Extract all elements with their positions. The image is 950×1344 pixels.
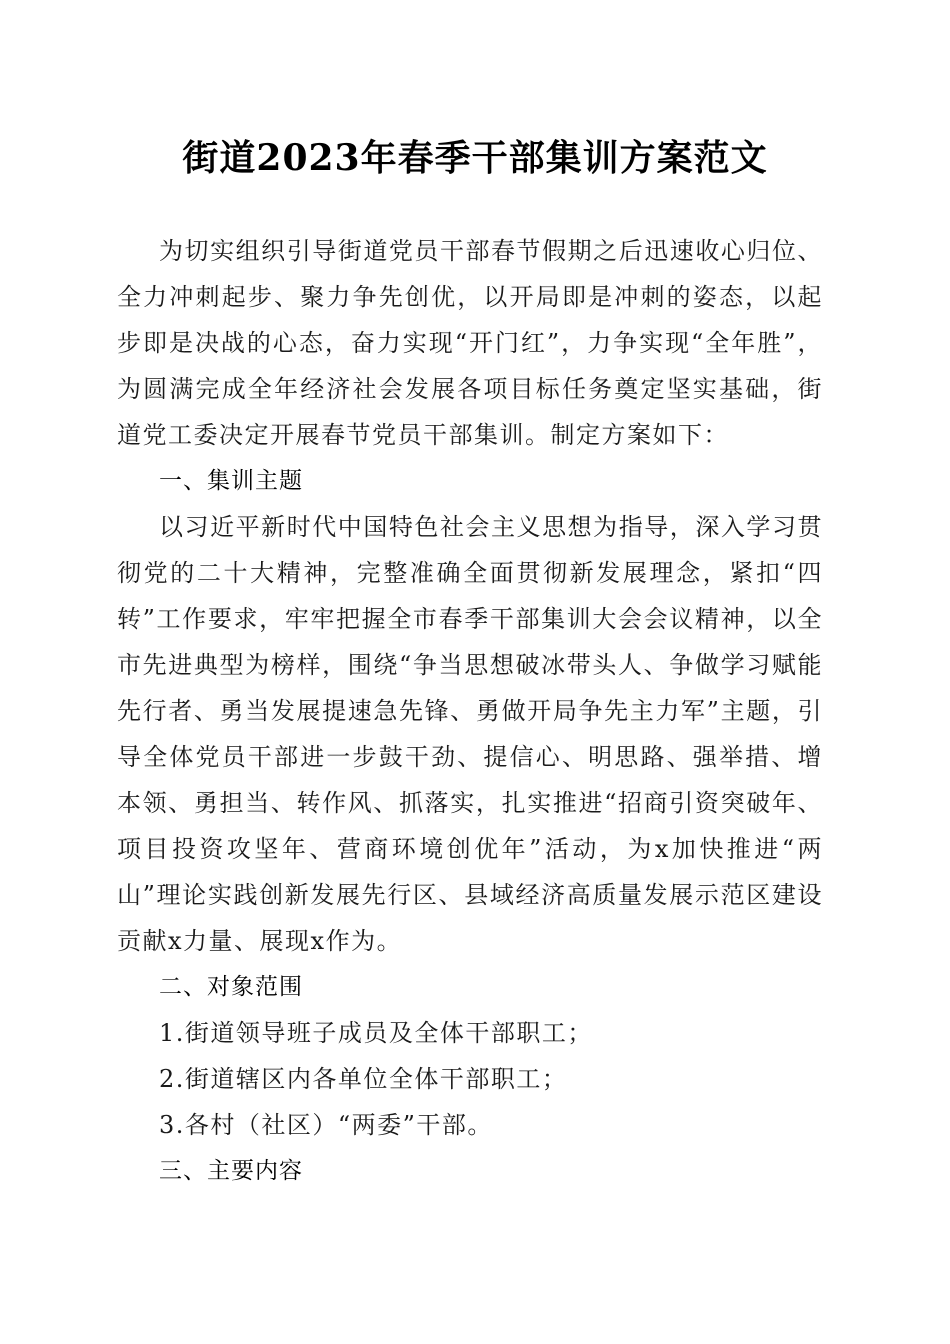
intro-paragraph: 为切实组织引导街道党员干部春节假期之后迅速收心归位、全力冲刺起步、聚力争先创优，以开局即是冲刺的姿态，以起步即是决战的心态，奋力实现“开门红”，力争实现“全年胜”，为圆满完成全年经济社会发展各项目标任务奠定坚实基础，街道党工委决定开展春节党员干部集训。制定方案如下：: [117, 237, 823, 449]
scope-item-1: 1.街道领导班子成员及全体干部职工；: [159, 1019, 593, 1047]
theme-paragraph: 以习近平新时代中国特色社会主义思想为指导，深入学习贯彻党的二十大精神，完整准确全面贯彻新发展理念，紧扣“四转”工作要求，牢牢把握全市春季干部集训大会会议精神，以全市先进典型为榜样，围绕“争当思想破冰带头人、争做学习赋能先行者、勇当发展提速急先锋、勇做开局争先主力军”主题，引导全体党员干部进一步鼓干劲、提信心、明思路、强举措、增本领、勇担当、转作风、抓落实，扎实推进“招商引资突破年、项目投资攻坚年、营商环境创优年”活动，为x加快推进“两山”理论实践创新发展先行区、县域经济高质量发展示范区建设贡献x力量、展现x作为。: [117, 513, 823, 955]
document-title: 街道2023年春季干部集训方案范文: [182, 137, 768, 179]
section-heading-scope: 二、对象范围: [159, 974, 303, 1000]
section-heading-theme: 一、集训主题: [159, 468, 303, 494]
scope-item-2: 2.街道辖区内各单位全体干部职工；: [159, 1065, 568, 1093]
scope-item-3: 3.各村（社区）“两委”干部。: [159, 1111, 493, 1139]
document-body: [117, 228, 823, 1194]
section-heading-content: 三、主要内容: [159, 1158, 303, 1184]
